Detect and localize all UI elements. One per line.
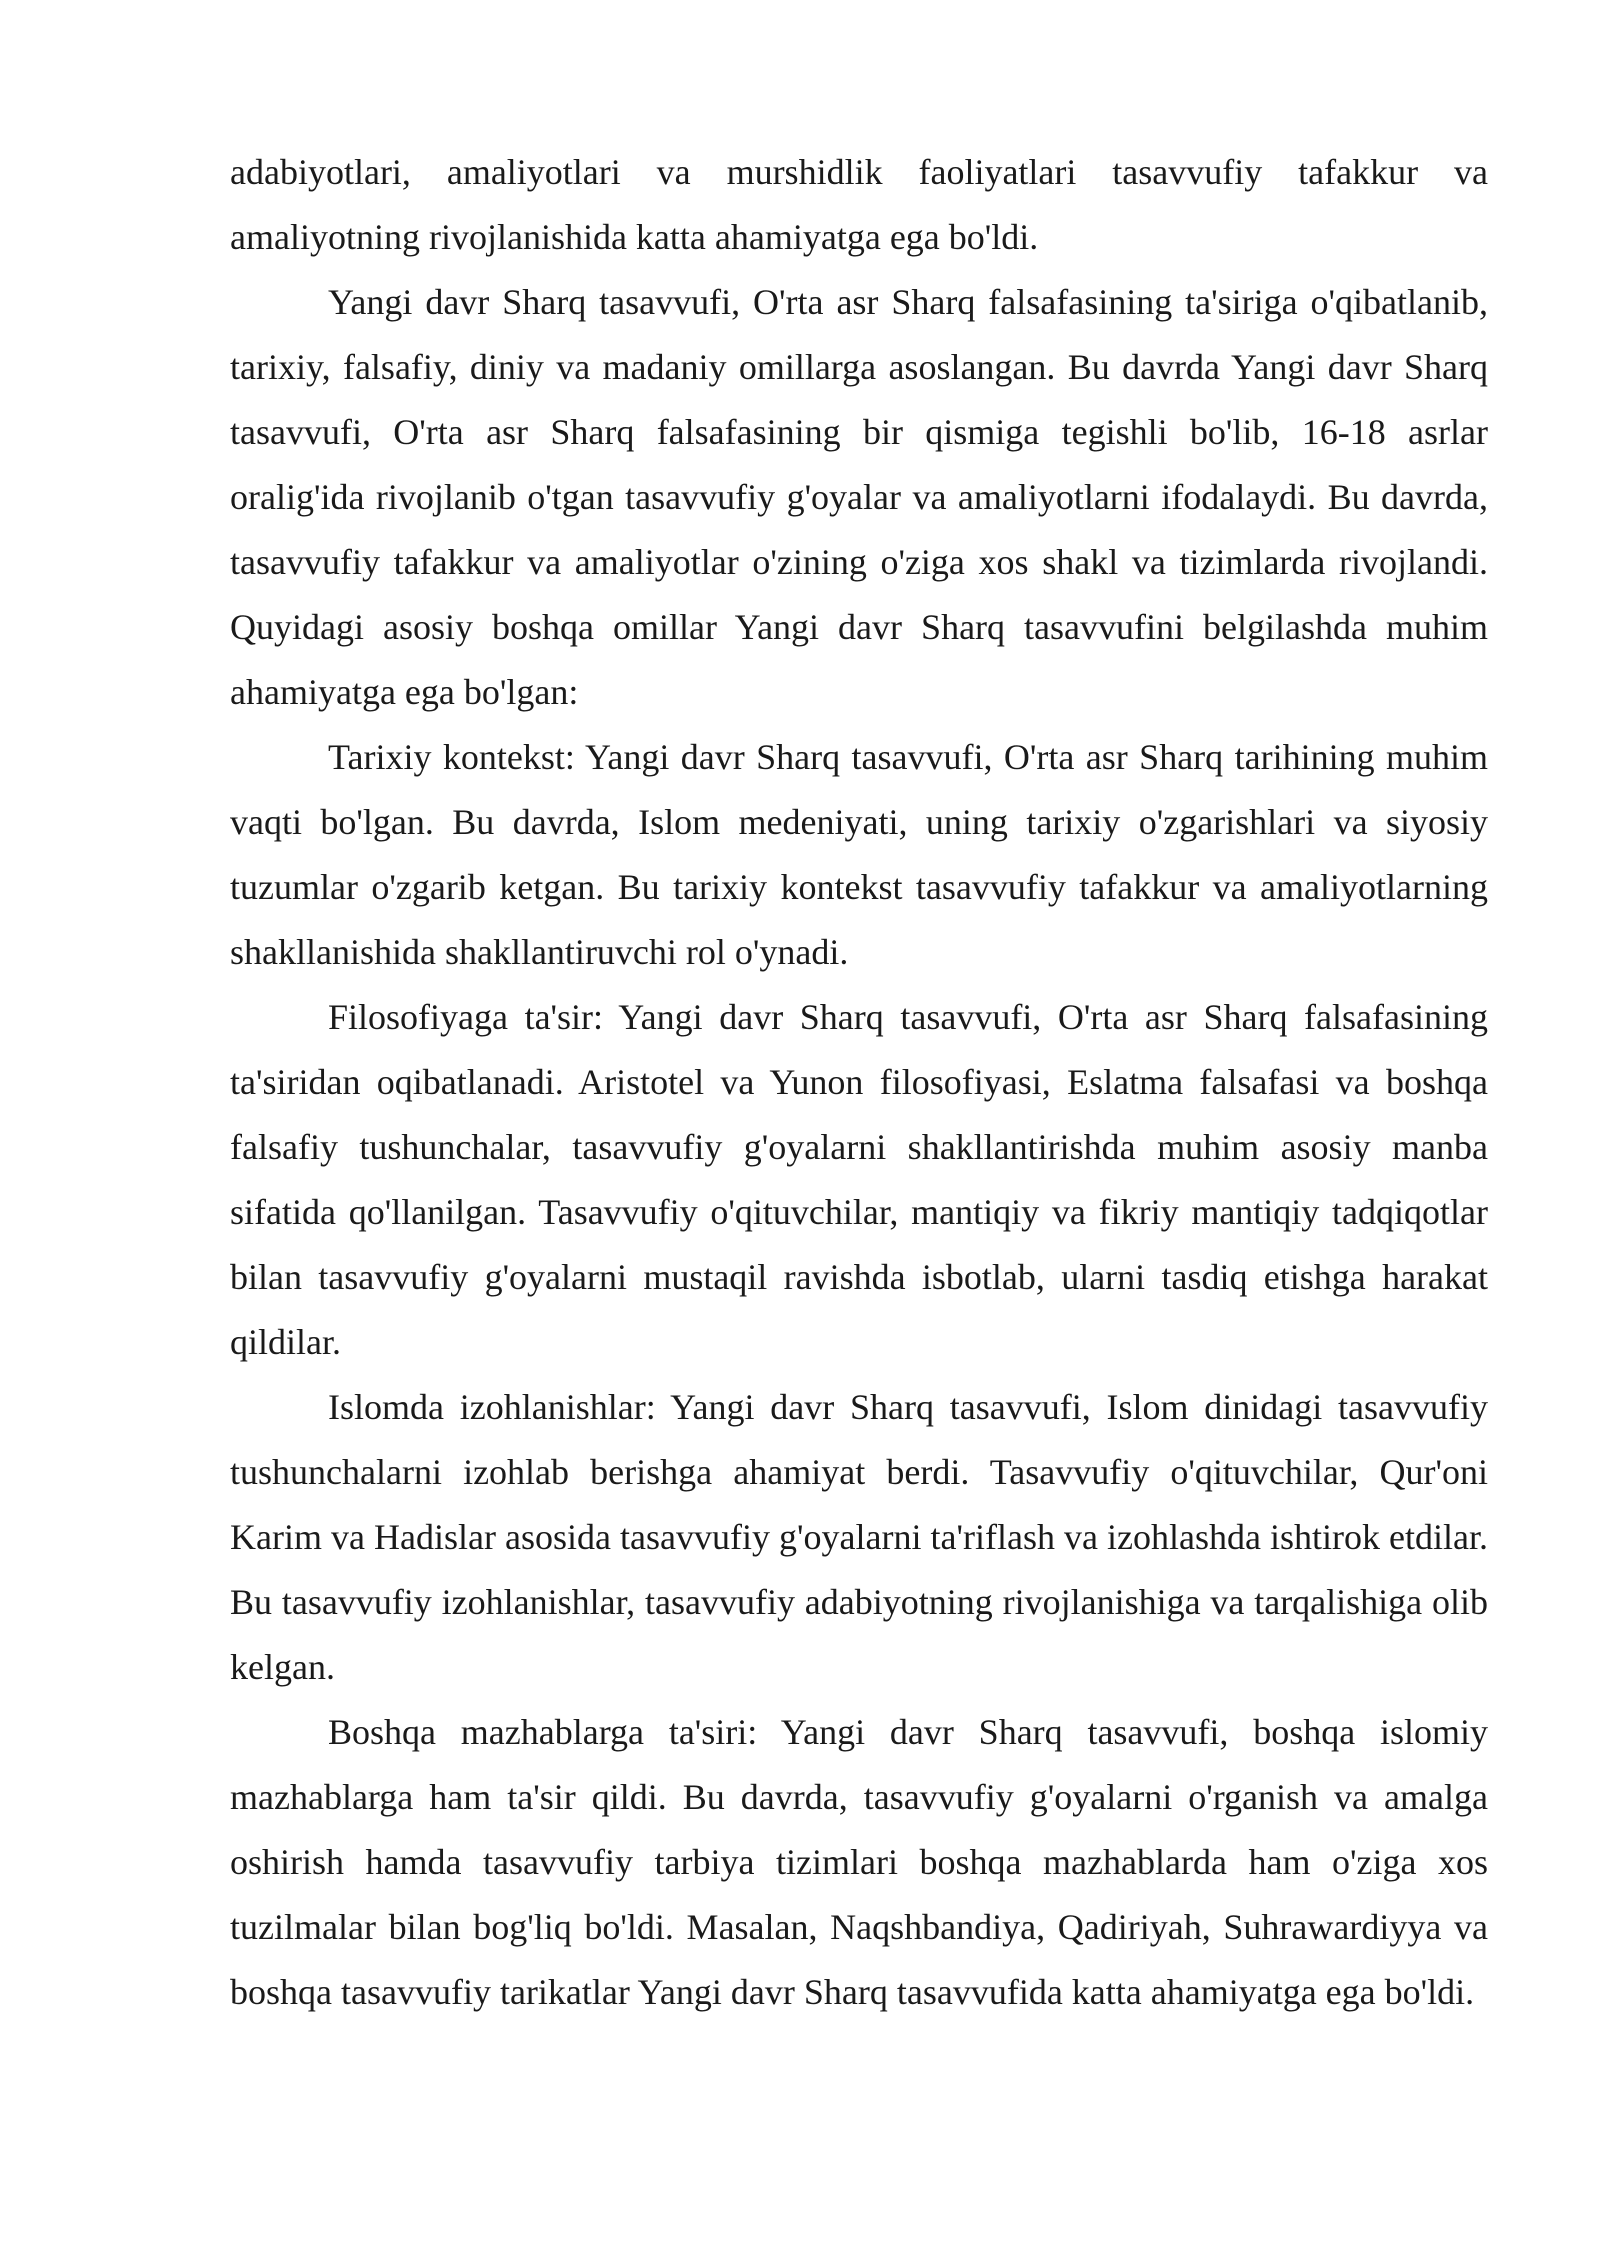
paragraph-continuation: adabiyotlari, amaliyotlari va murshidlik faoliyatlari tasavvufiy tafakkur va amaliyotning rivojlanishida katta ahamiyatga ega bo'ldi. [230, 152, 1488, 257]
paragraph-other-schools: Boshqa mazhablarga ta'siri: Yangi davr Sharq tasavvufi, boshqa islomiy mazhablarga ham ta'sir qildi. Bu davrda, tasavvufiy g'oyalarni o'rganish va amalga oshirish hamda tasavvufiy tarbiya tizimlari boshqa mazhablarda ham o'ziga xos tuzilmalar bilan bog'liq bo'ldi. Masalan, Naqshbandiya, Qadiriyah, Suhrawardiyya va boshqa tasavvufiy tarikatlar Yangi davr Sharq tasavvufida katta ahamiyatga ega bo'ldi. [230, 1712, 1488, 2012]
paragraph-intro: Yangi davr Sharq tasavvufi, O'rta asr Sharq falsafasining ta'siriga o'qibatlanib, tarixiy, falsafiy, diniy va madaniy omillarga asoslangan. Bu davrda Yangi davr Sharq tasavvufi, O'rta asr Sharq falsafasining bir qismiga tegishli bo'lib, 16-18 asrlar oralig'ida rivojlanib o'tgan tasavvufiy g'oyalar va amaliyotlarni ifodalaydi. Bu davrda, tasavvufiy tafakkur va amaliyotlar o'zining o'ziga xos shakl va tizimlarda rivojlandi. Quyidagi asosiy boshqa omillar Yangi davr Sharq tasavvufini belgilashda muhim ahamiyatga ega bo'lgan: [230, 282, 1488, 712]
paragraph-historical-context: Tarixiy kontekst: Yangi davr Sharq tasavvufi, O'rta asr Sharq tarihining muhim vaqti bo'lgan. Bu davrda, Islom medeniyati, uning tarixiy o'zgarishlari va siyosiy tuzumlar o'zgarib ketgan. Bu tarixiy kontekst tasavvufiy tafakkur va amaliyotlarning shakllanishida shakllantiruvchi rol o'ynadi. [230, 737, 1488, 972]
paragraph-philosophy-influence: Filosofiyaga ta'sir: Yangi davr Sharq tasavvufi, O'rta asr Sharq falsafasining ta'siridan oqibatlanadi. Aristotel va Yunon filosofiyasi, Eslatma falsafasi va boshqa falsafiy tushunchalar, tasavvufiy g'oyalarni shakllantirishda muhim asosiy manba sifatida qo'llanilgan. Tasavvufiy o'qituvchilar, mantiqiy va fikriy mantiqiy tadqiqotlar bilan tasavvufiy g'oyalarni mustaqil ravishda isbotlab, ularni tasdiq etishga harakat qildilar. [230, 997, 1488, 1362]
document-body [230, 140, 1488, 2025]
paragraph-islamic-interpretations: Islomda izohlanishlar: Yangi davr Sharq tasavvufi, Islom dinidagi tasavvufiy tushunchalarni izohlab berishga ahamiyat berdi. Tasavvufiy o'qituvchilar, Qur'oni Karim va Hadislar asosida tasavvufiy g'oyalarni ta'riflash va izohlashda ishtirok etdilar. Bu tasavvufiy izohlanishlar, tasavvufiy adabiyotning rivojlanishiga va tarqalishiga olib kelgan. [230, 1387, 1488, 1687]
